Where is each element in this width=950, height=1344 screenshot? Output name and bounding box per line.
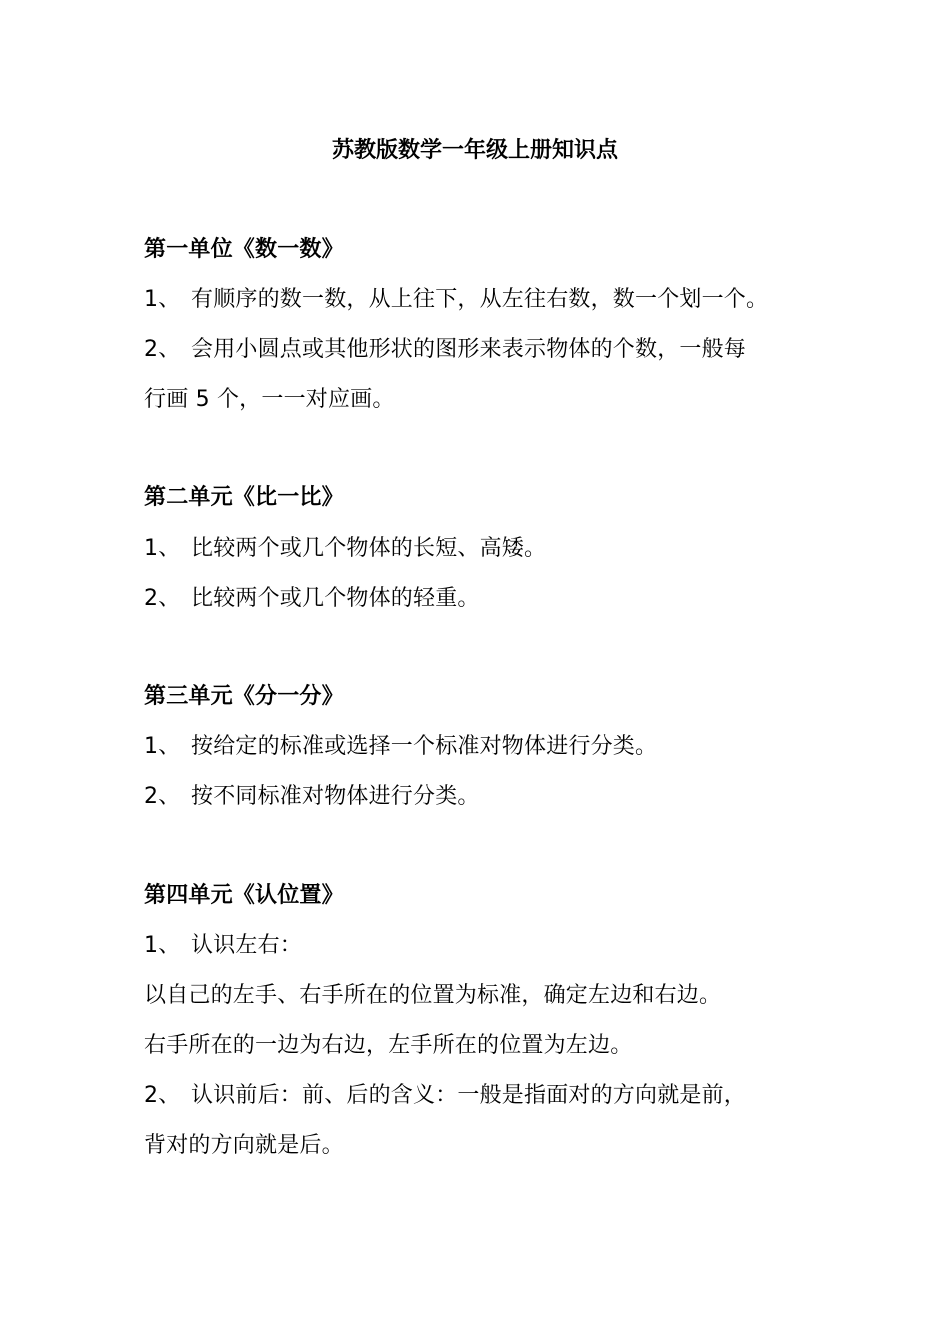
item-number: 2、 [144,1083,181,1108]
unit-1-heading: 第一单位《数一数》 [144,237,344,262]
item-text: 按不同标准对物体进行分类。 [191,784,480,809]
item-text: 按给定的标准或选择一个标准对物体进行分类。 [191,734,658,759]
item-text: 比较两个或几个物体的轻重。 [191,586,480,611]
unit-2-item-1 [144,532,546,566]
unit-4-heading: 第四单元《认位置》 [144,883,344,908]
item-number: 2、 [144,784,181,809]
item-number: 2、 [144,337,181,362]
unit-3-heading: 第三单元《分一分》 [144,684,344,709]
item-number: 1、 [144,933,181,958]
unit-3-item-1 [144,730,657,764]
unit-4-item-2-continuation: 背对的方向就是后。 [144,1133,344,1158]
unit-1-item-1 [144,283,768,317]
unit-2-item-2 [144,582,480,616]
item-text: 比较两个或几个物体的长短、高矮。 [191,536,547,561]
item-number: 1、 [144,287,181,312]
unit-1-item-2 [144,333,746,367]
unit-1-item-2-continuation: 行画 5 个，一一对应画。 [144,387,395,412]
item-number: 1、 [144,536,181,561]
unit-4-item-1 [144,929,302,963]
unit-3-item-2 [144,780,480,814]
item-text: 认识左右： [191,933,303,958]
unit-4-paragraph-line-1: 以自己的左手、右手所在的位置为标准，确定左边和右边。 [144,983,722,1008]
item-text: 认识前后：前、后的含义：一般是指面对的方向就是前， [191,1083,747,1108]
item-number: 2、 [144,586,181,611]
unit-2-heading: 第二单元《比一比》 [144,485,344,510]
item-text: 会用小圆点或其他形状的图形来表示物体的个数，一般每 [191,337,747,362]
unit-4-paragraph-line-2: 右手所在的一边为右边，左手所在的位置为左边。 [144,1033,633,1058]
document-title: 苏教版数学一年级上册知识点 [331,138,618,163]
item-number: 1、 [144,734,181,759]
item-text: 有顺序的数一数，从上往下，从左往右数，数一个划一个。 [191,287,769,312]
unit-4-item-2 [144,1079,746,1113]
